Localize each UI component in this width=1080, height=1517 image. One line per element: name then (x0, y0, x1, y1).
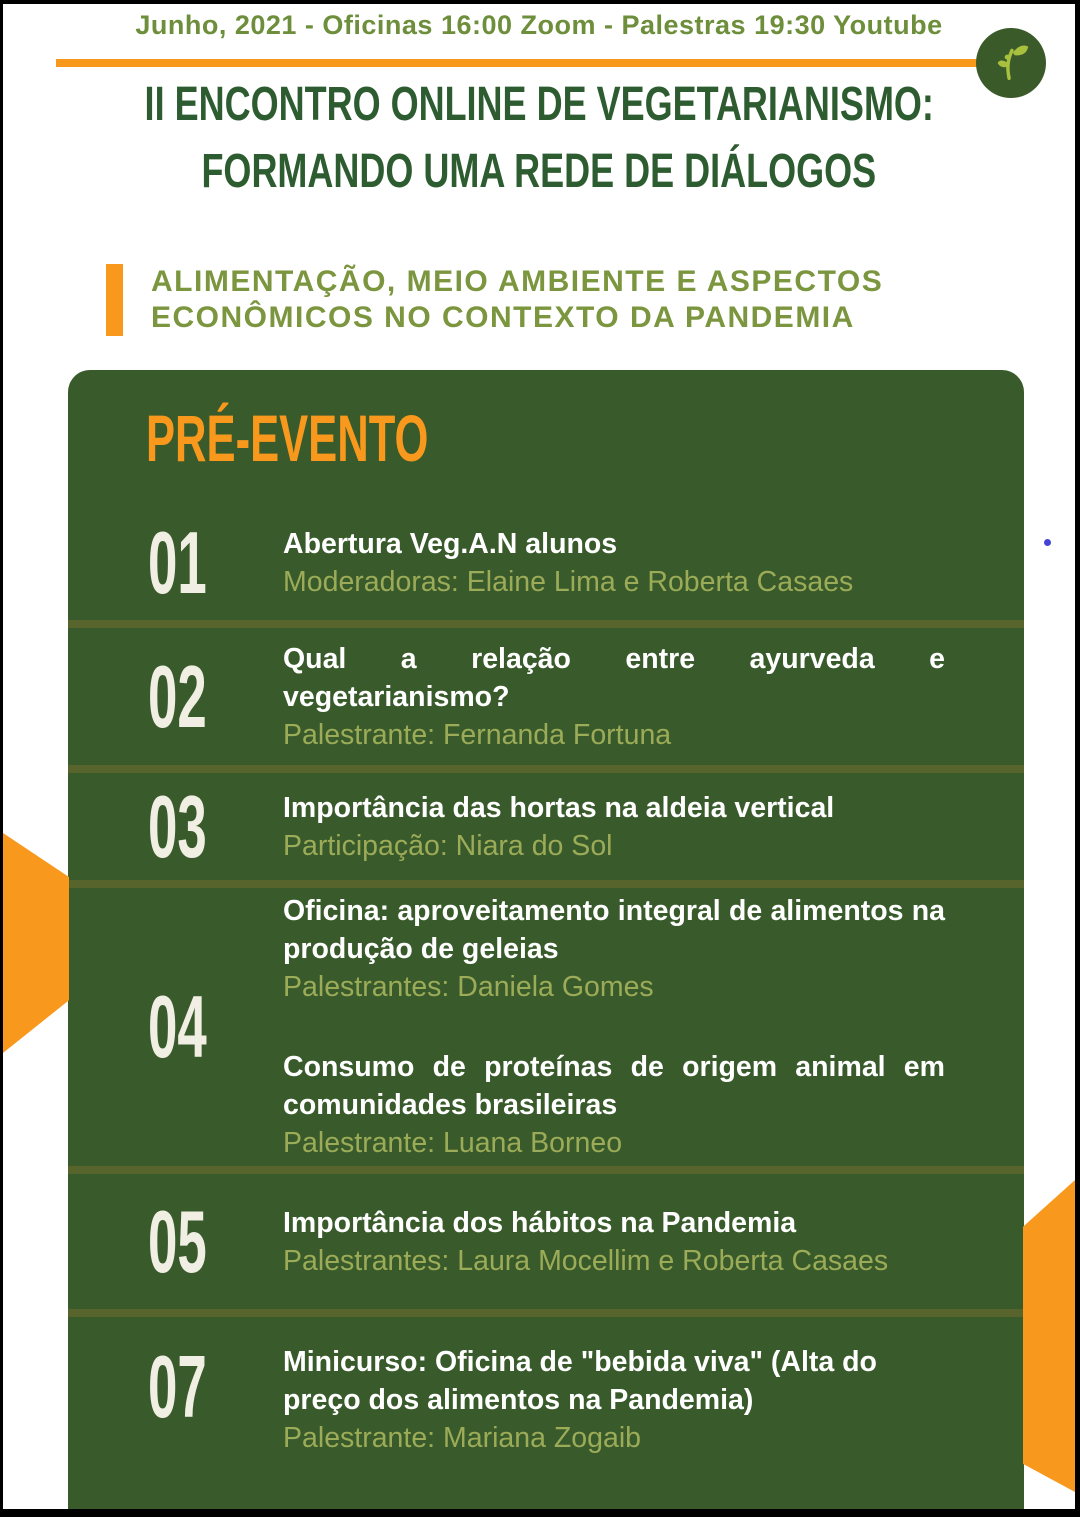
schedule-item-01 (68, 505, 1024, 620)
page-title-line1: II ENCONTRO ONLINE DE VEGETARIANISMO: (144, 78, 934, 131)
sprout-icon (988, 38, 1034, 89)
row-divider (68, 1166, 1024, 1174)
talk-speakers: Palestrantes: Daniela Gomes (283, 971, 654, 1003)
schedule-item-07 (68, 1317, 1024, 1509)
row-divider (68, 765, 1024, 773)
talk-speakers: Palestrante: Luana Borneo (283, 1127, 623, 1159)
subtitle-line1: ALIMENTAÇÃO, MEIO AMBIENTE E ASPECTOS (151, 265, 884, 298)
item-number: 04 (148, 977, 207, 1076)
talk (283, 640, 945, 754)
talk (283, 525, 945, 601)
schedule-item-02 (68, 628, 1024, 765)
talk-speakers: Participação: Niara do Sol (283, 829, 613, 862)
talk-title: Consumo de proteínas de origem animal em comunidades brasileiras (283, 1051, 945, 1121)
talk-speakers: Palestrantes: Laura Mocellim e Roberta Casaes (283, 1244, 889, 1277)
talk-title: Abertura Veg.A.N alunos (283, 527, 618, 560)
talk-speakers: Moderadoras: Elaine Lima e Roberta Casaes (283, 565, 854, 598)
page-title (3, 71, 1075, 205)
header-divider-rule (56, 59, 978, 67)
item-number: 03 (148, 776, 207, 876)
talk-title: Importância dos hábitos na Pandemia (283, 1206, 797, 1239)
item-number: 02 (148, 646, 207, 746)
subtitle-text (151, 264, 883, 336)
schedule-info-line: Junho, 2021 - Oficinas 16:00 Zoom - Palestras 19:30 Youtube (135, 10, 943, 40)
talk (283, 1204, 945, 1280)
section-header (68, 370, 1024, 505)
talk-speakers: Palestrante: Mariana Zogaib (283, 1422, 642, 1454)
row-divider (68, 620, 1024, 628)
talk-title: Importância das hortas na aldeia vertical (283, 791, 835, 824)
section-heading: PRÉ-EVENTO (146, 400, 429, 475)
talk (283, 1048, 945, 1162)
left-arrow-shape (3, 833, 69, 1053)
schedule-panel (68, 370, 1024, 1509)
talk (283, 892, 945, 1006)
right-ribbon-shape (1023, 1180, 1075, 1492)
talk-title: Minicurso: Oficina de "bebida viva" (Alta do preço dos alimentos na Pandemia) (283, 1346, 877, 1416)
subtitle-line2: ECONÔMICOS NO CONTEXTO DA PANDEMIA (151, 301, 855, 334)
subtitle-block (106, 264, 883, 336)
schedule-item-04 (68, 888, 1024, 1166)
item-number: 05 (148, 1191, 207, 1291)
logo-badge (976, 28, 1046, 98)
row-divider (68, 880, 1024, 888)
item-number: 07 (148, 1337, 207, 1436)
blue-dot (1044, 539, 1051, 546)
schedule-item-05 (68, 1174, 1024, 1309)
talk (283, 789, 945, 865)
row-divider (68, 1309, 1024, 1317)
item-number: 01 (148, 512, 207, 612)
talk-speakers: Palestrante: Fernanda Fortuna (283, 718, 672, 751)
subtitle-accent-bar (106, 264, 123, 336)
talk-title: Oficina: aproveitamento integral de alimentos na produção de geleias (283, 895, 945, 965)
schedule-item-03 (68, 773, 1024, 880)
talk (283, 1343, 945, 1457)
talk-title: Qual a relação entre ayurveda e vegetarianismo? (283, 642, 945, 713)
page-title-line2: FORMANDO UMA REDE DE DIÁLOGOS (201, 145, 877, 198)
